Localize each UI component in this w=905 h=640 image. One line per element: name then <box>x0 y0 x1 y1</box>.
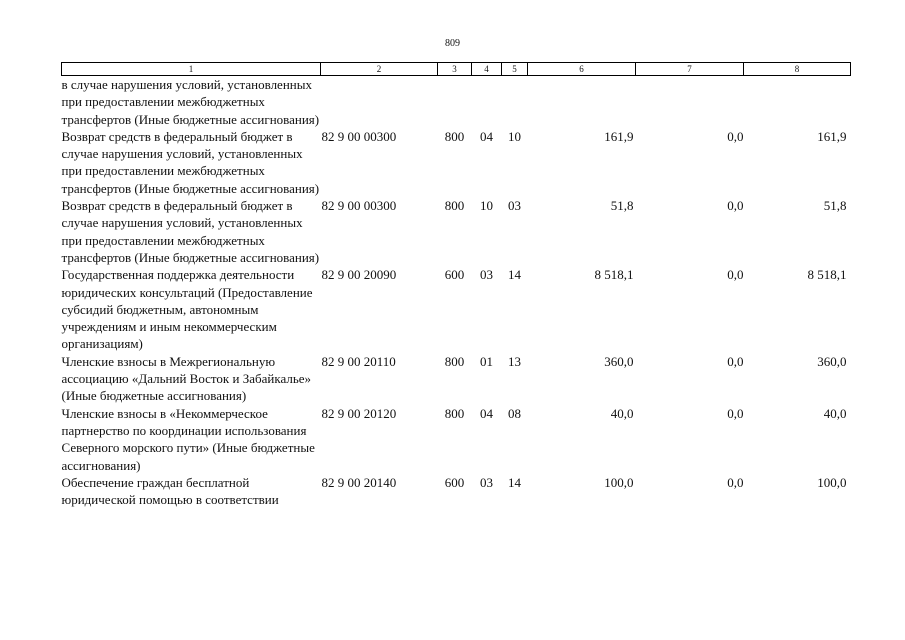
column-header-6: 6 <box>528 63 636 76</box>
subsection-cell <box>502 76 528 128</box>
expense-type-cell: 600 <box>444 474 465 490</box>
section-cell: 04 <box>480 405 493 421</box>
amount-col7-cell <box>636 76 744 128</box>
budget-table <box>61 62 851 508</box>
section-cell: 01 <box>480 353 493 369</box>
subsection-cell: 14 <box>508 267 521 283</box>
column-header-4: 4 <box>472 63 502 76</box>
amount-col6-cell: 100,0 <box>604 474 634 490</box>
section-cell <box>472 76 502 128</box>
amount-col6-cell: 360,0 <box>604 353 634 369</box>
amount-col7-cell: 0,0 <box>727 128 744 144</box>
amount-col6-cell: 40,0 <box>610 405 634 421</box>
expense-type-cell: 600 <box>444 267 465 283</box>
amount-col7-cell: 0,0 <box>727 405 744 421</box>
subsection-cell: 03 <box>508 198 521 214</box>
amount-col8-cell: 51,8 <box>823 198 847 214</box>
table-row <box>62 474 851 509</box>
expense-type-cell <box>438 76 472 128</box>
expense-name-cell: Обеспечение граждан бесплатной юридической помощью в соответствии <box>61 474 279 508</box>
amount-col8-cell: 8 518,1 <box>807 267 847 283</box>
column-number-header-row <box>62 63 851 76</box>
section-cell: 04 <box>480 128 493 144</box>
amount-col6-cell: 8 518,1 <box>594 267 634 283</box>
amount-col8-cell: 100,0 <box>817 474 847 490</box>
target-article-code-cell: 82 9 00 00300 <box>321 198 397 214</box>
target-article-code-cell <box>321 76 438 128</box>
subsection-cell: 10 <box>508 128 521 144</box>
expense-name-cell: Членские взносы в Межрегиональную ассоциацию «Дальний Восток и Забайкалье» (Иные бюджетные ассигнования) <box>61 353 312 404</box>
target-article-code-cell: 82 9 00 00300 <box>321 128 397 144</box>
amount-col8-cell <box>744 76 851 128</box>
amount-col6-cell: 161,9 <box>604 128 634 144</box>
target-article-code-cell: 82 9 00 20140 <box>321 474 397 490</box>
expense-type-cell: 800 <box>444 405 465 421</box>
target-article-code-cell: 82 9 00 20120 <box>321 405 397 421</box>
table-row <box>62 197 851 266</box>
column-header-1: 1 <box>62 63 321 76</box>
column-header-3: 3 <box>438 63 472 76</box>
table-row <box>62 128 851 197</box>
table-row <box>62 266 851 352</box>
column-header-7: 7 <box>636 63 744 76</box>
target-article-code-cell: 82 9 00 20090 <box>321 267 397 283</box>
table-row <box>62 76 851 128</box>
column-header-5: 5 <box>502 63 528 76</box>
expense-name-cell: Государственная поддержка деятельности юридических консультаций (Предоставление субсидий бюджетным, автономным учреждениям и иным некоммерческим организациям) <box>61 267 313 352</box>
subsection-cell: 08 <box>508 405 521 421</box>
target-article-code-cell: 82 9 00 20110 <box>321 353 396 369</box>
expense-type-cell: 800 <box>444 198 465 214</box>
expense-name-cell: Возврат средств в федеральный бюджет в случае нарушения условий, установленных при предоставлении межбюджетных трансфертов (Иные бюджетные ассигнования) <box>61 198 320 265</box>
subsection-cell: 13 <box>508 353 521 369</box>
amount-col8-cell: 40,0 <box>823 405 847 421</box>
amount-col8-cell: 360,0 <box>817 353 847 369</box>
amount-col6-cell <box>528 76 636 128</box>
expense-type-cell: 800 <box>444 353 465 369</box>
section-cell: 03 <box>480 267 493 283</box>
section-cell: 03 <box>480 474 493 490</box>
amount-col7-cell: 0,0 <box>727 198 744 214</box>
section-cell: 10 <box>480 198 493 214</box>
table-row <box>62 405 851 474</box>
expense-name-cell: в случае нарушения условий, установленных при предоставлении межбюджетных трансфертов (Иные бюджетные ассигнования) <box>61 77 320 127</box>
column-header-2: 2 <box>321 63 438 76</box>
amount-col6-cell: 51,8 <box>610 198 634 214</box>
amount-col7-cell: 0,0 <box>727 267 744 283</box>
amount-col8-cell: 161,9 <box>817 128 847 144</box>
column-header-8: 8 <box>744 63 851 76</box>
expense-name-cell: Возврат средств в федеральный бюджет в случае нарушения условий, установленных при предоставлении межбюджетных трансфертов (Иные бюджетные ассигнования) <box>61 128 320 196</box>
page-number: 809 <box>445 38 460 49</box>
amount-col7-cell: 0,0 <box>727 474 744 490</box>
expense-type-cell: 800 <box>444 128 465 144</box>
table-row <box>62 353 851 405</box>
subsection-cell: 14 <box>508 474 521 490</box>
amount-col7-cell: 0,0 <box>727 353 744 369</box>
expense-name-cell: Членские взносы в «Некоммерческое партнерство по координации использования Северного морского пути» (Иные бюджетные ассигнования) <box>61 405 315 473</box>
